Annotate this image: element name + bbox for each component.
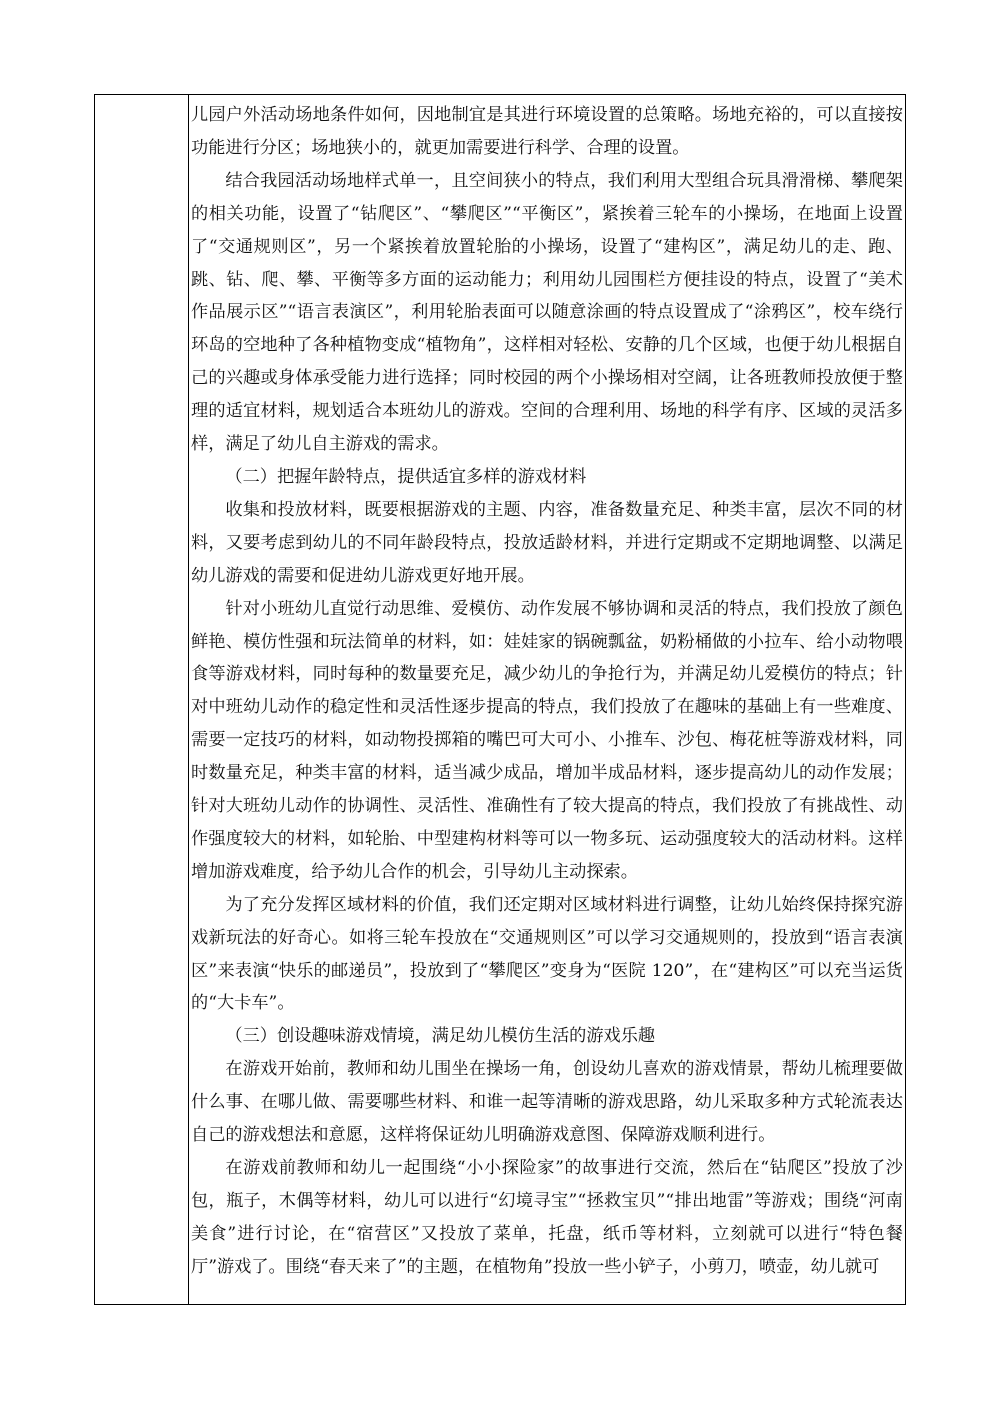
document-content	[191, 99, 903, 1284]
paragraph: 在游戏开始前，教师和幼儿围坐在操场一角，创设幼儿喜欢的游戏情景，帮幼儿梳理要做什么事、在哪儿做、需要哪些材料、和谁一起等清晰的游戏思路，幼儿采取多种方式轮流表达自己的游戏想法和意愿，这样将保证幼儿明确游戏意图、保障游戏顺利进行。	[191, 1059, 903, 1146]
paragraph: 为了充分发挥区域材料的价值，我们还定期对区域材料进行调整，让幼儿始终保持探究游戏新玩法的好奇心。如将三轮车投放在“交通规则区”可以学习交通规则的，投放到“语言表演区”来表演“快乐的邮递员”，投放到了“攀爬区”变身为“医院 120”，在“建构区”可以充当运货的“大卡车”。	[191, 894, 903, 1014]
table-left-column	[95, 95, 189, 1304]
paragraph: 针对小班幼儿直觉行动思维、爱模仿、动作发展不够协调和灵活的特点，我们投放了颜色鲜艳、模仿性强和玩法简单的材料，如：娃娃家的锅碗瓢盆，奶粉桶做的小拉车、给小动物喂食等游戏材料，同时每种的数量要充足，减少幼儿的争抢行为，并满足幼儿爱模仿的特点；针对中班幼儿动作的稳定性和灵活性逐步提高的特点，我们投放了在趣味的基础上有一些难度、需要一定技巧的材料，如动物投掷箱的嘴巴可大可小、小推车、沙包、梅花桩等游戏材料，同时数量充足，种类丰富的材料，适当减少成品，增加半成品材料，逐步提高幼儿的动作发展；针对大班幼儿动作的协调性、灵活性、准确性有了较大提高的特点，我们投放了有挑战性、动作强度较大的材料，如轮胎、中型建构材料等可以一物多玩、运动强度较大的活动材料。这样增加游戏难度，给予幼儿合作的机会，引导幼儿主动探索。	[191, 598, 903, 882]
paragraph: 儿园户外活动场地条件如何，因地制宜是其进行环境设置的总策略。场地充裕的，可以直接按功能进行分区；场地狭小的，就更加需要进行科学、合理的设置。	[191, 105, 903, 158]
document-table	[94, 94, 906, 1305]
paragraph: 在游戏前教师和幼儿一起围绕“小小探险家”的故事进行交流，然后在“钻爬区”投放了沙包，瓶子，木偶等材料，幼儿可以进行“幻境寻宝”“拯救宝贝”“排出地雷”等游戏；围绕“河南美食”进行讨论，在“宿营区”又投放了菜单，托盘，纸币等材料，立刻就可以进行“特色餐厅”游戏了。围绕“春天来了”的主题，在植物角”投放一些小铲子，小剪刀，喷壶，幼儿就可	[191, 1158, 903, 1277]
section-heading: （三）创设趣味游戏情境，满足幼儿模仿生活的游戏乐趣	[225, 1026, 656, 1047]
paragraph: 收集和投放材料，既要根据游戏的主题、内容，准备数量充足、种类丰富，层次不同的材料，又要考虑到幼儿的不同年龄段特点，投放适龄材料，并进行定期或不定期地调整、以满足幼儿游戏的需要和促进幼儿游戏更好地开展。	[191, 499, 903, 586]
section-heading: （二）把握年龄特点，提供适宜多样的游戏材料	[225, 466, 587, 487]
paragraph: 结合我园活动场地样式单一，且空间狭小的特点，我们利用大型组合玩具滑滑梯、攀爬架的相关功能，设置了“钻爬区”、“攀爬区”“平衡区”，紧挨着三轮车的小操场，在地面上设置了“交通规则区”，另一个紧挨着放置轮胎的小操场，设置了“建构区”，满足幼儿的走、跑、跳、钻、爬、攀、平衡等多方面的运动能力；利用幼儿园围栏方便挂设的特点，设置了“美术作品展示区”“语言表演区”，利用轮胎表面可以随意涂画的特点设置成了“涂鸦区”，校车绕行环岛的空地种了各种植物变成“植物角”，这样相对轻松、安静的几个区域，也便于幼儿根据自己的兴趣或身体承受能力进行选择；同时校园的两个小操场相对空阔，让各班教师投放便于整理的适宜材料，规划适合本班幼儿的游戏。空间的合理利用、场地的科学有序、区域的灵活多样，满足了幼儿自主游戏的需求。	[191, 170, 903, 455]
